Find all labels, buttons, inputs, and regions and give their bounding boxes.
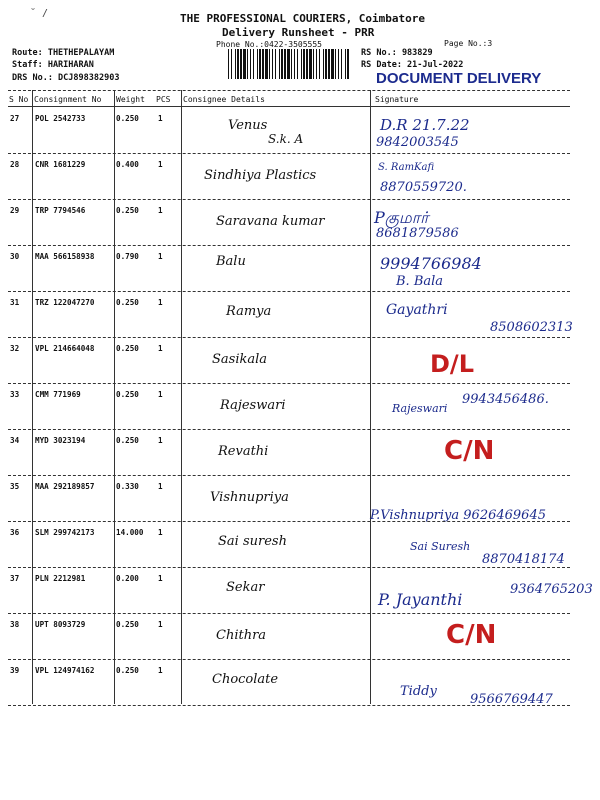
barcode-bar bbox=[240, 49, 242, 79]
col-header-sno: S No bbox=[9, 95, 29, 104]
barcode-bar bbox=[313, 49, 314, 79]
col-header-consignment: Consignment No bbox=[34, 95, 102, 104]
barcode-bar bbox=[253, 49, 254, 79]
row-sno: 39 bbox=[10, 666, 20, 675]
row-consignment-no: VPL 214664048 bbox=[35, 344, 95, 353]
row-weight: 0.250 bbox=[116, 298, 139, 307]
row-pcs: 1 bbox=[158, 160, 163, 169]
row-signature: D.R 21.7.22 bbox=[380, 116, 470, 134]
row-pcs: 1 bbox=[158, 574, 163, 583]
document-delivery-stamp: DOCUMENT DELIVERY bbox=[376, 70, 542, 87]
barcode-bar bbox=[291, 49, 292, 79]
row-signature: Tiddy bbox=[400, 684, 437, 699]
row-signature-phone: 8681879586 bbox=[376, 226, 459, 241]
barcode-bar bbox=[347, 49, 349, 79]
barcode-bar bbox=[316, 49, 317, 79]
barcode-bar bbox=[262, 49, 264, 79]
row-weight: 0.250 bbox=[116, 666, 139, 675]
row-signature: Rajeswari bbox=[392, 402, 448, 415]
row-signature-phone: 9364765203 bbox=[510, 582, 593, 597]
row-consignment-no: MAA 292189857 bbox=[35, 482, 95, 491]
row-consignment-no: CMM 771969 bbox=[35, 390, 81, 399]
row-sno: 36 bbox=[10, 528, 20, 537]
phone-number: Phone No.:0422-3505555 bbox=[216, 40, 322, 49]
barcode-bar bbox=[335, 49, 336, 79]
row-signature-phone: 8508602313 bbox=[490, 320, 573, 335]
row-divider bbox=[8, 567, 570, 568]
row-divider bbox=[8, 475, 570, 476]
row-signature: Gayathri bbox=[386, 302, 448, 318]
col-header-pcs: PCS bbox=[156, 95, 171, 104]
barcode-bar bbox=[257, 49, 258, 79]
row-pcs: 1 bbox=[158, 436, 163, 445]
row-weight: 0.250 bbox=[116, 206, 139, 215]
barcode-bar bbox=[235, 49, 236, 79]
row-consignee-detail: S.k. A bbox=[268, 132, 304, 146]
row-sno: 38 bbox=[10, 620, 20, 629]
row-sno: 28 bbox=[10, 160, 20, 169]
row-pcs: 1 bbox=[158, 666, 163, 675]
barcode-bar bbox=[275, 49, 276, 79]
row-consignment-no: TRZ 122047270 bbox=[35, 298, 95, 307]
row-consignment-no: PLN 2212981 bbox=[35, 574, 86, 583]
column-divider bbox=[32, 90, 33, 704]
row-consignee-name: Venus bbox=[228, 118, 268, 133]
page-number: Page No.:3 bbox=[444, 39, 493, 48]
barcode-bar bbox=[281, 49, 283, 79]
barcode-bar bbox=[259, 49, 261, 79]
row-divider bbox=[8, 153, 570, 154]
row-weight: 0.250 bbox=[116, 390, 139, 399]
row-pcs: 1 bbox=[158, 252, 163, 261]
row-weight: 0.250 bbox=[116, 436, 139, 445]
barcode-bar bbox=[247, 49, 248, 79]
route: Route: THETHEPALAYAM bbox=[12, 48, 115, 58]
barcode-bar bbox=[294, 49, 295, 79]
row-consignment-no: POL 2542733 bbox=[35, 114, 86, 123]
row-divider bbox=[8, 199, 570, 200]
row-weight: 0.250 bbox=[116, 114, 139, 123]
row-weight: 0.790 bbox=[116, 252, 139, 261]
barcode-bar bbox=[279, 49, 280, 79]
row-divider bbox=[8, 521, 570, 522]
row-consignment-no: CNR 1681229 bbox=[35, 160, 86, 169]
row-signature: S. RamKafi bbox=[378, 162, 435, 173]
staff: Staff: HARIHARAN bbox=[12, 60, 94, 70]
header-rule bbox=[8, 106, 570, 107]
barcode-bar bbox=[265, 49, 268, 79]
col-header-weight: Weight bbox=[116, 95, 145, 104]
row-consignment-no: MYD 3023194 bbox=[35, 436, 86, 445]
column-divider bbox=[114, 90, 115, 704]
column-divider bbox=[370, 90, 371, 704]
row-signature-phone: B. Bala bbox=[396, 274, 444, 289]
row-pcs: 1 bbox=[158, 206, 163, 215]
row-signature-phone: 9842003545 bbox=[376, 135, 459, 150]
row-divider bbox=[8, 429, 570, 430]
barcode-bar bbox=[341, 49, 342, 79]
row-sno: 30 bbox=[10, 252, 20, 261]
row-weight: 0.200 bbox=[116, 574, 139, 583]
row-sno: 33 bbox=[10, 390, 20, 399]
barcode-bar bbox=[250, 49, 251, 79]
row-consignment-no: UPT 8093729 bbox=[35, 620, 86, 629]
table-top-rule bbox=[8, 90, 570, 91]
row-signature-phone: 8870559720. bbox=[380, 180, 467, 195]
row-consignee-name: Sindhiya Plastics bbox=[204, 168, 317, 183]
row-signature: Sai Suresh bbox=[410, 540, 471, 553]
company-title: THE PROFESSIONAL COURIERS, Coimbatore bbox=[180, 12, 426, 25]
barcode-bar bbox=[328, 49, 330, 79]
row-consignee-name: Chocolate bbox=[212, 672, 279, 687]
row-signature-phone: 8870418174 bbox=[482, 552, 565, 567]
barcode-bar bbox=[231, 49, 232, 79]
row-consignee-name: Rajeswari bbox=[220, 398, 286, 413]
row-pcs: 1 bbox=[158, 528, 163, 537]
row-signature-phone: 9943456486. bbox=[462, 392, 549, 407]
row-signature: C/N bbox=[444, 436, 495, 466]
barcode-bar bbox=[306, 49, 308, 79]
row-divider bbox=[8, 613, 570, 614]
row-sno: 37 bbox=[10, 574, 20, 583]
row-signature: C/N bbox=[446, 620, 497, 650]
row-divider bbox=[8, 659, 570, 660]
barcode-bar bbox=[284, 49, 286, 79]
barcode-bar bbox=[331, 49, 334, 79]
row-consignee-name: Revathi bbox=[218, 444, 269, 459]
row-consignee-name: Sekar bbox=[226, 580, 265, 595]
row-pcs: 1 bbox=[158, 344, 163, 353]
row-weight: 0.250 bbox=[116, 344, 139, 353]
barcode-bar bbox=[269, 49, 270, 79]
barcode-bar bbox=[303, 49, 305, 79]
row-consignee-name: Chithra bbox=[216, 628, 267, 643]
row-sno: 35 bbox=[10, 482, 20, 491]
barcode-bar bbox=[301, 49, 302, 79]
row-consignee-name: Sai suresh bbox=[218, 534, 287, 549]
barcode-bar bbox=[243, 49, 246, 79]
pen-mark-icon: ˘ / bbox=[30, 8, 49, 19]
row-signature-phone: 9566769447 bbox=[470, 692, 553, 707]
rs-number: RS No.: 983829 bbox=[361, 48, 433, 58]
row-consignee-name: Vishnupriya bbox=[210, 490, 289, 505]
row-consignment-no: SLM 299742173 bbox=[35, 528, 95, 537]
barcode-bar bbox=[319, 49, 320, 79]
row-pcs: 1 bbox=[158, 620, 163, 629]
row-consignment-no: MAA 566158938 bbox=[35, 252, 95, 261]
barcode-icon bbox=[228, 49, 352, 79]
rs-date: RS Date: 21-Jul-2022 bbox=[361, 60, 464, 70]
row-divider bbox=[8, 291, 570, 292]
row-sno: 31 bbox=[10, 298, 20, 307]
runsheet-subtitle: Delivery Runsheet - PRR bbox=[222, 26, 375, 39]
row-divider bbox=[8, 383, 570, 384]
barcode-bar bbox=[287, 49, 290, 79]
row-signature: Pகுமார் bbox=[374, 208, 429, 227]
row-divider bbox=[8, 705, 570, 706]
row-sno: 27 bbox=[10, 114, 20, 123]
barcode-bar bbox=[323, 49, 324, 79]
row-pcs: 1 bbox=[158, 298, 163, 307]
barcode-bar bbox=[325, 49, 327, 79]
col-header-signature: Signature bbox=[375, 95, 419, 104]
row-sno: 34 bbox=[10, 436, 20, 445]
row-weight: 0.250 bbox=[116, 620, 139, 629]
row-signature: 9994766984 bbox=[380, 254, 482, 273]
row-signature: D/L bbox=[430, 350, 474, 378]
row-signature: P. Jayanthi bbox=[378, 590, 463, 609]
row-consignee-name: Saravana kumar bbox=[216, 214, 325, 229]
row-divider bbox=[8, 337, 570, 338]
row-pcs: 1 bbox=[158, 390, 163, 399]
row-consignment-no: VPL 124974162 bbox=[35, 666, 95, 675]
barcode-bar bbox=[345, 49, 346, 79]
barcode-bar bbox=[272, 49, 273, 79]
row-consignee-name: Ramya bbox=[226, 304, 272, 319]
row-weight: 14.000 bbox=[116, 528, 144, 537]
row-consignment-no: TRP 7794546 bbox=[35, 206, 86, 215]
row-consignee-name: Sasikala bbox=[212, 352, 268, 367]
row-pcs: 1 bbox=[158, 114, 163, 123]
drs-number: DRS No.: DCJ898382903 bbox=[12, 73, 120, 83]
row-consignee-name: Balu bbox=[216, 254, 246, 269]
row-divider bbox=[8, 245, 570, 246]
barcode-bar bbox=[309, 49, 312, 79]
barcode-bar bbox=[338, 49, 339, 79]
row-weight: 0.400 bbox=[116, 160, 139, 169]
column-divider bbox=[181, 90, 182, 704]
row-weight: 0.330 bbox=[116, 482, 139, 491]
col-header-details: Consignee Details bbox=[183, 95, 265, 104]
barcode-bar bbox=[237, 49, 239, 79]
row-sno: 32 bbox=[10, 344, 20, 353]
barcode-bar bbox=[228, 49, 229, 79]
barcode-bar bbox=[297, 49, 298, 79]
row-pcs: 1 bbox=[158, 482, 163, 491]
row-sno: 29 bbox=[10, 206, 20, 215]
row-signature: P.Vishnupriya 9626469645 bbox=[370, 508, 546, 523]
